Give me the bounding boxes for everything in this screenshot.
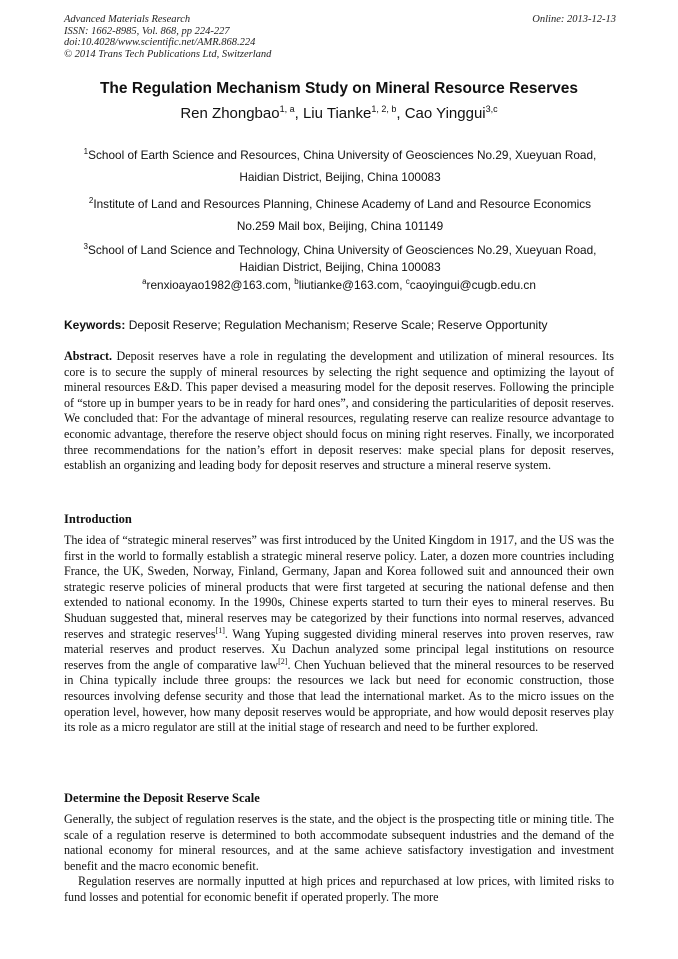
section-heading-introduction: Introduction bbox=[64, 512, 132, 526]
journal-name: Advanced Materials Research bbox=[64, 14, 191, 25]
section-heading-reserve-scale: Determine the Deposit Reserve Scale bbox=[64, 791, 260, 805]
affil-marker: 1 bbox=[83, 147, 89, 156]
author-emails bbox=[0, 277, 678, 292]
online-date: Online: 2013-12-13 bbox=[532, 14, 616, 25]
keywords-label: Keywords: bbox=[64, 318, 126, 332]
citation-ref[interactable]: [2] bbox=[278, 656, 288, 666]
email-address: renxioayao1982@163.com, bbox=[146, 277, 295, 292]
affil-line: No.259 Mail box, Beijing, China 101149 bbox=[236, 218, 444, 233]
abstract-label: Abstract. bbox=[64, 349, 113, 363]
author-separator: , bbox=[396, 105, 405, 122]
abstract-text: Deposit reserves have a role in regulating the development and utilization of mineral resources. Its core is to secure the supply of mineral resources by selecting the right sequence and optimizing the layout of mineral resources E&D. This paper devised a measuring model for the deposit reserves. Following the principle of “store up in bumper years to be in ready for hard ones”, and considering the particularities of deposit reserves. We concluded that: For the advantage of mineral resources, regulating reserve can realize resource advantage to economic advantage, therefore the reserve object should focus on mining right reserves. Finally, we incorporated three recommendations for the nation’s effort in deposit reserves: make special plans for deposit reserves, establish an organizing and leading body for deposit reserves and structure a mineral reserve system. bbox=[64, 349, 614, 473]
affiliation-1 bbox=[60, 141, 620, 188]
affil-line: Institute of Land and Resources Planning, Chinese Academy of Land and Resource Economics bbox=[93, 196, 592, 211]
affiliation-2 bbox=[60, 190, 620, 237]
author-separator: , bbox=[294, 105, 303, 122]
email-address: caoyingui@cugb.edu.cn bbox=[409, 277, 536, 292]
paper-title: The Regulation Mechanism Study on Mineral Resource Reserves bbox=[99, 80, 579, 97]
author-name: Liu Tianke bbox=[302, 105, 372, 122]
intro-text: The idea of “strategic mineral reserves” was first introduced by the United Kingdom in 1917, and the US was the first in the world to formally establish a strategic mineral reserve policy. Later, a dozen more countries including France, the UK, Sweden, Norway, Finland, Germany, Japan and Korea followed suit and announced their own strategic reserve policies of mineral products that were first targeted at securing the national defense and then extended to national economy. In the 1990s, Chinese experts started to turn their eyes to mineral reserves. Bu Shuduan suggested that, mineral reserves may be categorized by their functions into normal reserves, advanced reserves and strategic reserves bbox=[64, 533, 614, 641]
intro-text: . Chen Yuchuan believed that the mineral resources to be reserved in China typically include three groups: the resources we lack but need for economic construction, those resources involving defense security and those that lead the international market. As to the micro issues on the operation level, however, how many deposit reserves would be appropriate, and how would deposit reserves play its role as a micro regulator are still at the initial stage of research and need to be further explored. bbox=[64, 657, 614, 735]
affil-marker: 3 bbox=[83, 242, 88, 251]
paragraph: Generally, the subject of regulation reserves is the state, and the object is the prospecting title or mining title. The scale of a regulation reserve is determined to both accommodate subsequent industries and the demand of the national economy for mineral resources, and at the same achieve satisfactory investigation and investment benefit and the macro economic benefit. bbox=[64, 812, 614, 873]
affil-line: School of Earth Science and Resources, China University of Geosciences No.29, Xueyuan Road, bbox=[88, 147, 597, 162]
affil-line: Haidian District, Beijing, China 100083 bbox=[239, 259, 441, 274]
affil-line: School of Land Science and Technology, China University of Geosciences No.29, Xueyuan Road, bbox=[88, 242, 597, 257]
author-name: Cao Yinggui bbox=[404, 105, 486, 122]
intro-text: . Wang Yuping suggested dividing mineral reserves into proven reserves, raw material reserves and product reserves. Xu Dachun analyzed some principal legal institutions on resource reserves from the angle of comparative law bbox=[64, 626, 615, 672]
affil-line: Haidian District, Beijing, China 100083 bbox=[239, 169, 441, 184]
introduction-paragraph bbox=[64, 533, 614, 736]
email-address: liutianke@163.com, bbox=[298, 277, 406, 292]
email-marker: c bbox=[405, 277, 410, 286]
keywords-text: Deposit Reserve; Regulation Mechanism; Reserve Scale; Reserve Opportunity bbox=[125, 318, 548, 332]
author-name: Ren Zhongbao bbox=[180, 105, 280, 122]
journal-header bbox=[64, 14, 616, 60]
keywords bbox=[64, 318, 616, 332]
abstract bbox=[64, 349, 614, 474]
doi-line: doi:10.4028/www.scientific.net/AMR.868.224 bbox=[64, 37, 256, 48]
citation-ref[interactable]: [1] bbox=[215, 625, 225, 635]
author-affil-marker: 1, a bbox=[279, 104, 295, 114]
email-marker: b bbox=[294, 277, 299, 286]
author-affil-marker: 3,c bbox=[485, 104, 498, 114]
paragraph: Regulation reserves are normally inputted at high prices and repurchased at low prices, with limited risks to fund losses and potential for economic benefit if operated properly. The more bbox=[64, 874, 614, 904]
email-marker: a bbox=[142, 277, 147, 286]
author-list bbox=[0, 104, 678, 122]
issn-line: ISSN: 1662-8985, Vol. 868, pp 224-227 bbox=[64, 25, 230, 37]
copyright-line: © 2014 Trans Tech Publications Ltd, Switzerland bbox=[64, 48, 272, 60]
affiliation-3 bbox=[60, 238, 620, 276]
author-affil-marker: 1, 2, b bbox=[371, 104, 397, 114]
affil-marker: 2 bbox=[88, 196, 94, 205]
reserve-scale-section bbox=[64, 812, 614, 906]
